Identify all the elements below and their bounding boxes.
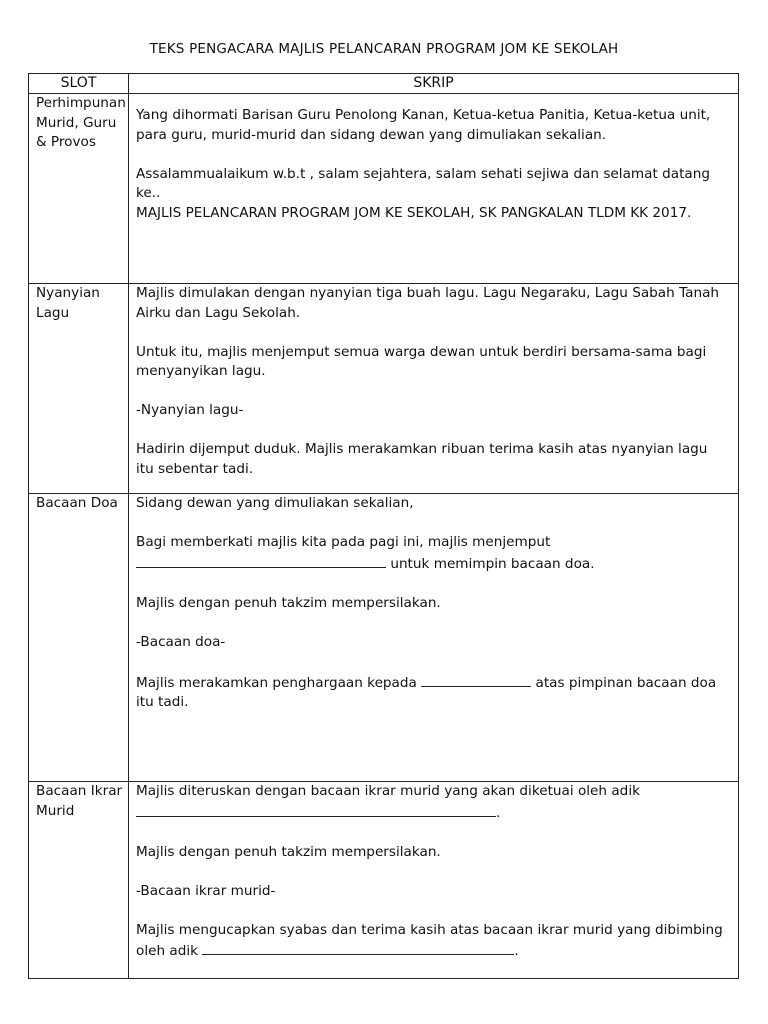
script-cell	[129, 494, 739, 782]
script-paragraph: -Nyanyian lagu-	[136, 402, 244, 418]
script-paragraph: -Bacaan ikrar murid-	[136, 882, 276, 899]
script-paragraph: Hadirin dijemput duduk. Majlis merakamkan ribuan terima kasih atas nyanyian lagu itu sebentar tadi.	[136, 441, 708, 477]
header-script: SKRIP	[129, 74, 739, 94]
script-cell	[129, 782, 739, 979]
table-row	[29, 782, 739, 979]
slot-cell	[29, 284, 129, 494]
script-paragraph	[136, 782, 728, 823]
script-paragraph: -Bacaan doa-	[136, 633, 226, 650]
invite-text: Bagi memberkati majlis kita pada pagi ini, majlis menjemput	[136, 534, 551, 550]
slot-label: Bacaan Doa	[36, 495, 118, 511]
header-slot: SLOT	[29, 74, 129, 94]
lead-text: Majlis diteruskan dengan bacaan ikrar murid yang akan diketuai oleh adik	[136, 783, 640, 799]
invite-text-end: untuk memimpin bacaan doa.	[390, 555, 595, 572]
thanks-text: Majlis merakamkan penghargaan kepada	[136, 674, 417, 691]
name-blank[interactable]	[136, 553, 386, 568]
table-row	[29, 94, 739, 284]
script-cell	[129, 284, 739, 494]
slot-label: Bacaan Ikrar Murid	[36, 783, 123, 819]
script-paragraph	[136, 921, 728, 962]
script-cell	[129, 94, 739, 284]
script-paragraph: Untuk itu, majlis menjemput semua warga dewan untuk berdiri bersama-sama bagi menyanyikan lagu.	[136, 343, 707, 379]
document-title: TEKS PENGACARA MAJLIS PELANCARAN PROGRAM JOM KE SEKOLAH	[149, 41, 619, 57]
script-paragraph: Sidang dewan yang dimuliakan sekalian,	[136, 495, 414, 511]
slot-label: Perhimpunan Murid, Guru & Provos	[36, 95, 126, 150]
greeting-line: Assalammualaikum w.b.t , salam sejahtera, salam sehati sejiwa dan selamat datang ke..	[136, 165, 710, 201]
name-blank[interactable]	[202, 940, 514, 955]
script-paragraph: Majlis dimulakan dengan nyanyian tiga buah lagu. Lagu Negaraku, Lagu Sabah Tanah Airku dan Lagu Sekolah.	[136, 285, 720, 321]
script-table	[28, 73, 739, 979]
table-header-row	[29, 74, 739, 94]
script-paragraph	[136, 672, 728, 713]
thanks-text-end: atas pimpinan bacaan doa itu tadi.	[136, 674, 717, 710]
script-paragraph	[136, 533, 728, 574]
table-row	[29, 284, 739, 494]
closing-text: Majlis mengucapkan syabas dan terima kasih atas bacaan ikrar murid yang dibimbing oleh adik	[136, 921, 723, 959]
slot-label: Nyanyian Lagu	[36, 285, 100, 321]
name-blank[interactable]	[421, 672, 531, 687]
lead-end: .	[496, 804, 501, 821]
script-paragraph: Majlis dengan penuh takzim mempersilakan.	[136, 594, 441, 611]
script-paragraph: Majlis dengan penuh takzim mempersilakan.	[136, 843, 441, 860]
slot-cell	[29, 94, 129, 284]
slot-cell	[29, 782, 129, 979]
event-line: MAJLIS PELANCARAN PROGRAM JOM KE SEKOLAH, SK PANGKALAN TLDM KK 2017.	[136, 204, 692, 221]
closing-end: .	[514, 943, 519, 959]
table-row	[29, 494, 739, 782]
script-paragraph: Yang dihormati Barisan Guru Penolong Kanan, Ketua-ketua Panitia, Ketua-ketua unit, para guru, murid-murid dan sidang dewan yang dimuliakan sekalian.	[136, 107, 711, 143]
script-paragraph	[136, 165, 728, 224]
name-blank[interactable]	[136, 802, 496, 817]
slot-cell	[29, 494, 129, 782]
